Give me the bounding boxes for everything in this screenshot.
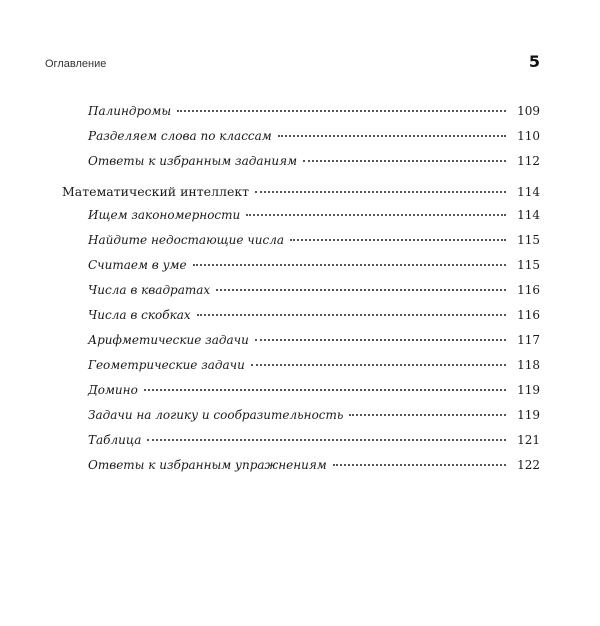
toc-entry-page: 121 [517, 433, 540, 447]
dot-leader [333, 464, 506, 466]
toc-entry-title: Ответы к избранным упражнениям [88, 458, 327, 472]
dot-leader [255, 339, 506, 341]
toc-entry-page: 115 [517, 233, 540, 247]
toc-entry-page: 118 [517, 358, 540, 372]
toc-entry-title: Ответы к избранным заданиям [88, 154, 298, 168]
toc-entry-title: Числа в квадратах [88, 283, 211, 297]
dot-leader [197, 314, 506, 316]
toc-entry [88, 208, 540, 228]
toc-entry [88, 104, 540, 124]
toc-entry [88, 308, 540, 328]
toc-entry [88, 383, 540, 403]
toc-entry-page: 109 [517, 104, 540, 118]
toc-entry-title: Числа в скобках [88, 308, 191, 322]
toc-entry [88, 258, 540, 278]
toc-entry [88, 154, 540, 174]
toc-chapter [62, 184, 540, 204]
dot-leader [349, 414, 506, 416]
toc-entry [88, 283, 540, 303]
running-header-title: Оглавление [45, 58, 107, 70]
dot-leader [193, 264, 506, 266]
toc-entry [88, 333, 540, 353]
toc-entry-title: Найдите недостающие числа [88, 233, 284, 247]
dot-leader [216, 289, 506, 291]
dot-leader [147, 439, 506, 441]
toc-entry-page: 119 [517, 408, 540, 422]
dot-leader [255, 191, 506, 193]
toc-entry-page: 112 [517, 154, 540, 168]
toc-chapter-title: Математический интеллект [62, 184, 250, 199]
dot-leader [177, 110, 506, 112]
toc-entry-title: Таблица [88, 433, 142, 447]
toc-entry [88, 458, 540, 478]
toc-entry-title: Разделяем слова по классам [88, 129, 272, 143]
toc-entry [88, 358, 540, 378]
toc-entry [88, 129, 540, 149]
toc-entry-page: 116 [517, 283, 540, 297]
dot-leader [278, 135, 506, 137]
toc-entry-title: Арифметические задачи [88, 333, 249, 347]
toc-entry-title: Палиндромы [88, 104, 172, 118]
toc-entry-title: Ищем закономерности [88, 208, 241, 222]
toc-entry-page: 119 [517, 383, 540, 397]
toc-entry-page: 114 [517, 208, 540, 222]
page-number: 5 [528, 52, 540, 71]
toc-entry-page: 122 [517, 458, 540, 472]
toc-entry-page: 110 [517, 129, 540, 143]
toc-entry-page: 117 [517, 333, 540, 347]
dot-leader [246, 214, 506, 216]
toc-entry-title: Домино [88, 383, 138, 397]
dot-leader [290, 239, 506, 241]
toc-entry-page: 116 [517, 308, 540, 322]
toc-entry [88, 233, 540, 253]
toc-entry-title: Задачи на логику и сообразительность [88, 408, 344, 422]
toc-entry-title: Считаем в уме [88, 258, 187, 272]
toc-entry-page: 114 [517, 185, 540, 199]
dot-leader [303, 160, 506, 162]
toc-entry [88, 408, 540, 428]
toc-entry [88, 433, 540, 453]
toc-entry-page: 115 [517, 258, 540, 272]
dot-leader [251, 364, 506, 366]
toc-entry-title: Геометрические задачи [88, 358, 245, 372]
dot-leader [144, 389, 506, 391]
